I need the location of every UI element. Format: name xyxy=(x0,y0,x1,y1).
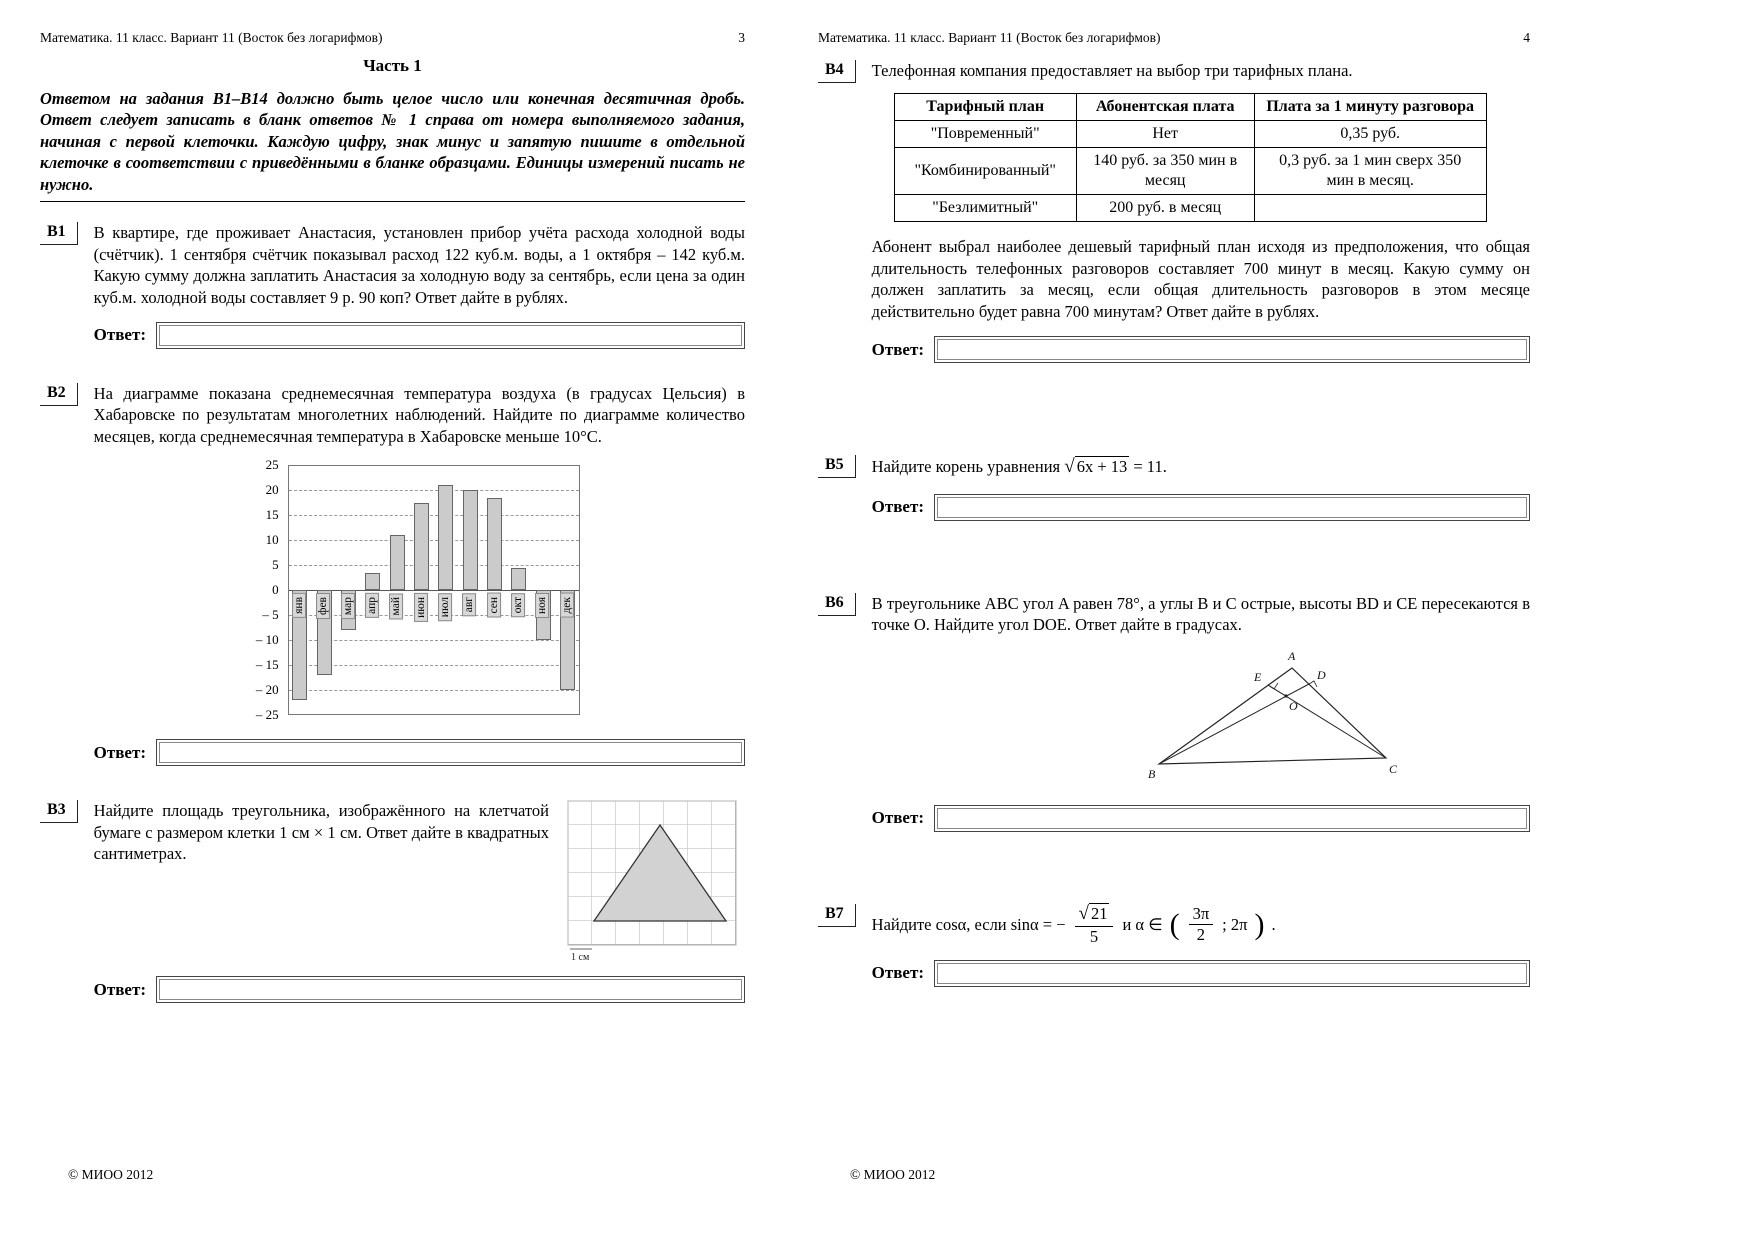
page-3 xyxy=(0,0,790,1239)
chart-bar-июн xyxy=(414,503,429,591)
tariff-cell: 0,3 руб. за 1 мин сверх 350 мин в месяц. xyxy=(1254,148,1486,195)
b7-text-prefix: Найдите cosα, если sinα = − xyxy=(871,915,1066,935)
tariff-row xyxy=(894,148,1486,195)
b1-answer-row xyxy=(94,322,745,349)
problem-b5 xyxy=(818,455,1530,521)
y-axis-tick-label: – 5 xyxy=(262,607,279,623)
b3-answer-label: Ответ: xyxy=(93,979,146,999)
y-axis-tick-label: 5 xyxy=(272,557,279,573)
tariff-col-header: Тарифный план xyxy=(894,94,1076,121)
tariff-table-header-row xyxy=(894,94,1486,121)
tariff-cell: "Комбинированный" xyxy=(894,148,1076,195)
triangle-abc xyxy=(1159,668,1386,764)
tariff-col-header: Абонентская плата xyxy=(1076,94,1254,121)
page-header xyxy=(818,30,1530,46)
b3-answer-box[interactable] xyxy=(156,976,745,1003)
point-label-b: B xyxy=(1147,766,1156,781)
x-axis-month-label: янв xyxy=(292,593,306,618)
b1-answer-label: Ответ: xyxy=(93,325,146,345)
y-axis-tick-label: – 15 xyxy=(255,657,279,673)
y-axis-tick-label: 15 xyxy=(265,507,279,523)
b1-answer-box[interactable] xyxy=(156,322,745,349)
problem-b3-label: В3 xyxy=(40,800,78,823)
tariff-cell: 140 руб. за 350 мин в месяц xyxy=(1076,148,1254,195)
b7-answer-box[interactable] xyxy=(934,960,1530,987)
b3-grid-figure xyxy=(567,800,745,962)
point-label-e: E xyxy=(1253,669,1262,684)
tariff-cell: Нет xyxy=(1076,121,1254,148)
problem-b7-text xyxy=(872,904,1530,946)
problem-b4-body: Абонент выбрал наиболее дешевый тарифный план исходя из предположения, что общая длительность телефонных разговоров составляет 700 минут в месяц. Какую сумму он должен заплатить за месяц, если общая длительность разговоров в этом месяце действительно будет равна 700 минутам? Ответ дайте в рублях. xyxy=(871,237,1530,321)
header-title: Математика. 11 класс. Вариант 11 (Восток без логарифмов) xyxy=(40,30,383,45)
b4-answer-field[interactable] xyxy=(937,339,1527,360)
b6-figure-wrap xyxy=(1134,646,1530,791)
b4-answer-box[interactable] xyxy=(934,336,1530,363)
b2-answer-label: Ответ: xyxy=(93,742,146,762)
page-header xyxy=(40,30,745,46)
tariff-cell xyxy=(1254,195,1486,222)
gridline xyxy=(289,690,579,691)
problem-b1-label: В1 xyxy=(40,222,78,245)
b6-answer-row xyxy=(872,805,1530,832)
gridline xyxy=(289,540,579,541)
chart-bar-сен xyxy=(487,498,502,591)
footer-copyright: © МИОО 2012 xyxy=(850,1167,936,1182)
problem-b2 xyxy=(40,383,745,766)
gridline xyxy=(289,565,579,566)
x-axis-month-label: сен xyxy=(487,593,501,618)
header-title: Математика. 11 класс. Вариант 11 (Восток без логарифмов) xyxy=(818,30,1161,45)
problem-b7-label: В7 xyxy=(818,904,856,927)
gridline xyxy=(289,665,579,666)
x-axis-month-label: май xyxy=(389,593,403,619)
b6-answer-field[interactable] xyxy=(937,808,1527,829)
tariff-col-header: Плата за 1 минуту разговора xyxy=(1254,94,1486,121)
close-paren: ) xyxy=(1254,907,1265,941)
x-axis-month-label: июл xyxy=(438,593,452,621)
point-label-a: A xyxy=(1287,648,1296,663)
y-axis-tick-label: 10 xyxy=(265,532,279,548)
problem-b3 xyxy=(40,800,745,1003)
radical-sign: √ xyxy=(1078,902,1089,924)
b5-answer-label: Ответ: xyxy=(871,497,924,517)
problem-b6-text: В треугольнике ABC угол A равен 78°, а углы B и C острые, высоты BD и CE пересекаются в точке O. Найдите угол DOE. Ответ дайте в градусах. xyxy=(871,593,1530,635)
b7-answer-label: Ответ: xyxy=(871,963,924,983)
problem-b1 xyxy=(40,222,745,349)
x-axis-month-label: ноя xyxy=(535,593,549,618)
problem-b6 xyxy=(818,593,1530,832)
radicand: 6x + 13 xyxy=(1076,457,1128,477)
b2-chart xyxy=(244,457,596,725)
b5-answer-box[interactable] xyxy=(934,494,1530,521)
fraction-numerator: 3π xyxy=(1189,905,1214,925)
b5-answer-row xyxy=(872,494,1530,521)
y-axis-tick-label: – 20 xyxy=(255,682,279,698)
fraction-denominator: 5 xyxy=(1089,926,1099,946)
header-page-number: 3 xyxy=(738,30,745,45)
b1-answer-field[interactable] xyxy=(159,325,742,346)
b7-sin-fraction xyxy=(1075,904,1114,946)
point-label-c: C xyxy=(1388,761,1397,776)
b2-answer-field[interactable] xyxy=(159,742,742,763)
fraction-denominator: 2 xyxy=(1196,925,1205,945)
b6-answer-label: Ответ: xyxy=(871,808,924,828)
problem-b4-intro: Телефонная компания предоставляет на выбор три тарифных плана. xyxy=(871,61,1353,80)
b5-text-prefix: Найдите корень уравнения xyxy=(871,457,1061,477)
problem-b2-text: На диаграмме показана среднемесячная температура воздуха (в градусах Цельсия) в Хабаровске по результатам многолетних наблюдений. Найдите по диаграмме количество месяцев, когда среднемесячная температура в Хабаровске меньше 10°С. xyxy=(93,383,745,446)
x-axis-month-label: апр xyxy=(365,593,379,618)
gridline xyxy=(289,515,579,516)
problem-b6-label: В6 xyxy=(818,593,856,616)
tariff-cell: "Безлимитный" xyxy=(894,195,1076,222)
b7-text-mid: и α ∈ xyxy=(1122,915,1163,935)
tariff-cell: 200 руб. в месяц xyxy=(1076,195,1254,222)
y-axis-tick-label: – 25 xyxy=(255,707,279,723)
x-axis-month-label: авг xyxy=(462,593,476,616)
x-axis-month-label: июн xyxy=(414,593,428,622)
sqrt-radical xyxy=(1064,457,1129,476)
x-axis-month-label: мар xyxy=(341,593,355,619)
chart-bar-окт xyxy=(511,568,526,591)
point-label-d: D xyxy=(1316,667,1326,682)
gridline xyxy=(289,490,579,491)
b3-answer-row xyxy=(94,976,745,1003)
b4-answer-row xyxy=(872,336,1530,363)
b6-answer-box[interactable] xyxy=(934,805,1530,832)
chart-bar-июл xyxy=(438,485,453,590)
open-paren: ( xyxy=(1169,907,1180,941)
fraction-numerator xyxy=(1075,904,1114,927)
problem-b2-label: В2 xyxy=(40,383,78,406)
b7-interval-rest: ; 2π xyxy=(1222,915,1248,935)
b2-answer-row xyxy=(94,739,745,766)
problem-b5-text xyxy=(872,455,1530,480)
b6-triangle-figure xyxy=(1134,646,1424,786)
b4-answer-label: Ответ: xyxy=(871,339,924,359)
problem-b1-text: В квартире, где проживает Анастасия, установлен прибор учёта расхода холодной воды (счётчик). 1 сентября счётчик показывал расход 122 куб.м. воды, а 1 октября – 142 куб.м. Какую сумму должна заплатить Анастасия за холодную воду за сентябрь, если цена за один куб.м. холодной воды составляет 9 р. 90 коп? Ответ дайте в рублях. xyxy=(93,223,745,307)
instructions-block: Ответом на задания В1–В14 должно быть целое число или конечная десятичная дробь. Ответ следует записать в бланк ответов № 1 справа от номера выполняемого задания, начиная с первой клеточки. Каждую цифру, знак минус и запятую пишите в отдельной клеточке в соответствии с приведёнными в бланке образцами. Единицы измерений писать не нужно. xyxy=(40,88,745,202)
b3-answer-field[interactable] xyxy=(159,979,742,1000)
b5-equation-rhs: = 11. xyxy=(1133,457,1167,477)
tariff-row xyxy=(894,195,1486,222)
x-axis-month-label: фев xyxy=(316,593,330,619)
tariff-cell: 0,35 руб. xyxy=(1254,121,1486,148)
b2-answer-box[interactable] xyxy=(156,739,745,766)
chart-bar-май xyxy=(390,535,405,590)
chart-bar-авг xyxy=(463,490,478,590)
part-title: Часть 1 xyxy=(363,56,422,75)
header-page-number: 4 xyxy=(1523,30,1530,45)
b7-period: . xyxy=(1271,915,1276,935)
problem-b3-text: Найдите площадь треугольника, изображённого на клетчатой бумаге с размером клетки 1 см × 1 см. Ответ дайте в квадратных сантиметрах. xyxy=(93,801,549,864)
chart-bar-апр xyxy=(365,573,380,591)
tariff-cell: "Повременный" xyxy=(894,121,1076,148)
b7-answer-row xyxy=(872,960,1530,987)
radical-sign: √ xyxy=(1064,456,1075,478)
point-o-dot xyxy=(1284,694,1287,697)
tariff-table xyxy=(894,93,1487,222)
y-axis-tick-label: 25 xyxy=(265,457,279,473)
problem-b4-label: В4 xyxy=(818,60,856,83)
b7-interval-fraction xyxy=(1189,905,1214,944)
y-axis-tick-label: – 10 xyxy=(255,632,279,648)
y-axis-tick-label: 20 xyxy=(265,482,279,498)
gridline xyxy=(289,640,579,641)
b5-answer-field[interactable] xyxy=(937,497,1527,518)
point-label-o: O xyxy=(1288,698,1298,713)
x-axis-month-label: окт xyxy=(511,593,525,617)
page-4 xyxy=(790,0,1754,1239)
y-axis-tick-label: 0 xyxy=(272,582,279,598)
problem-b7 xyxy=(818,904,1530,987)
b7-answer-field[interactable] xyxy=(937,963,1527,984)
tariff-row xyxy=(894,121,1486,148)
scale-label: 1 см xyxy=(571,952,590,963)
footer-copyright: © МИОО 2012 xyxy=(68,1167,154,1182)
problem-b4 xyxy=(818,60,1530,363)
x-axis-month-label: дек xyxy=(560,593,574,618)
problem-b5-label: В5 xyxy=(818,455,856,478)
radicand: 21 xyxy=(1090,903,1108,923)
